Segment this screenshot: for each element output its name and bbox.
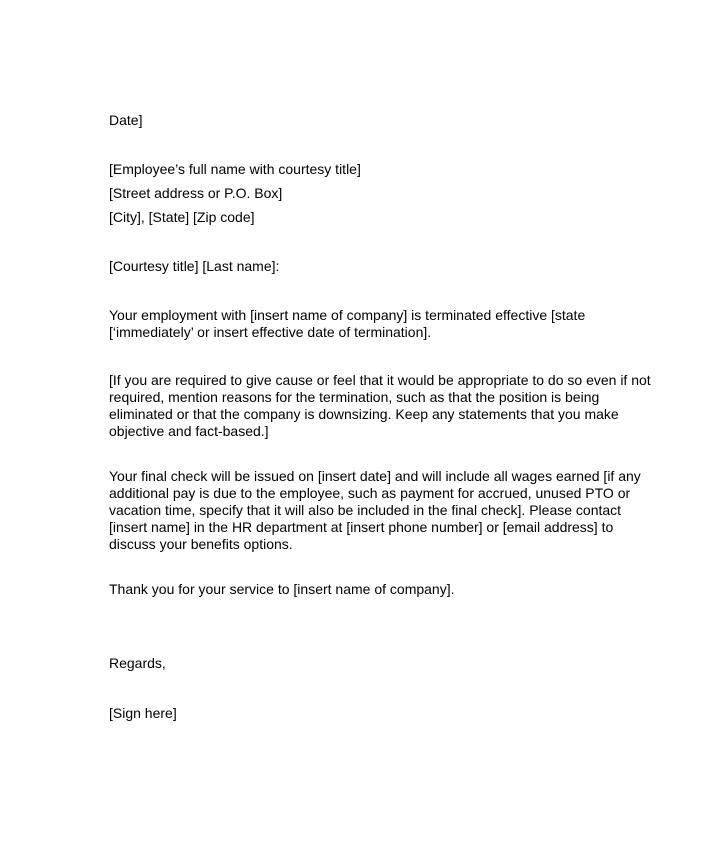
paragraph-line: [‘immediately’ or insert effective date of termination].	[109, 324, 432, 340]
paragraph-line: required, mention reasons for the termination, such as that the position is being	[109, 389, 600, 405]
salutation: [Courtesy title] [Last name]:	[109, 258, 280, 274]
paragraph-line: [insert name] in the HR department at [insert phone number] or [email address] to	[109, 519, 614, 535]
thanks-line: Thank you for your service to [insert name of company].	[109, 581, 455, 597]
recipient-city-state-zip: [City], [State] [Zip code]	[109, 209, 255, 225]
recipient-street: [Street address or P.O. Box]	[109, 185, 283, 201]
paragraph-cause	[109, 372, 651, 440]
recipient-name: [Employee’s full name with courtesy title]	[109, 161, 361, 177]
paragraph-line: [If you are required to give cause or feel that it would be appropriate to do so even if not	[109, 372, 651, 388]
paragraph-line: objective and fact-based.]	[109, 423, 269, 439]
paragraph-line: Your final check will be issued on [insert date] and will include all wages earned [if any	[109, 468, 641, 484]
paragraph-line: vacation time, specify that it will also be included in the final check]. Please contact	[109, 502, 622, 518]
paragraph-line: discuss your benefits options.	[109, 536, 293, 552]
paragraph-line: Your employment with [insert name of company] is terminated effective [state	[109, 307, 586, 323]
paragraph-line: additional pay is due to the employee, such as payment for accrued, unused PTO or	[109, 485, 631, 501]
signature-line: [Sign here]	[109, 705, 177, 721]
date-line: Date]	[109, 112, 143, 128]
closing-line: Regards,	[109, 655, 166, 671]
paragraph-final-check	[109, 468, 641, 553]
paragraph-termination	[109, 307, 609, 341]
paragraph-line: eliminated or that the company is downsizing. Keep any statements that you make	[109, 406, 619, 422]
